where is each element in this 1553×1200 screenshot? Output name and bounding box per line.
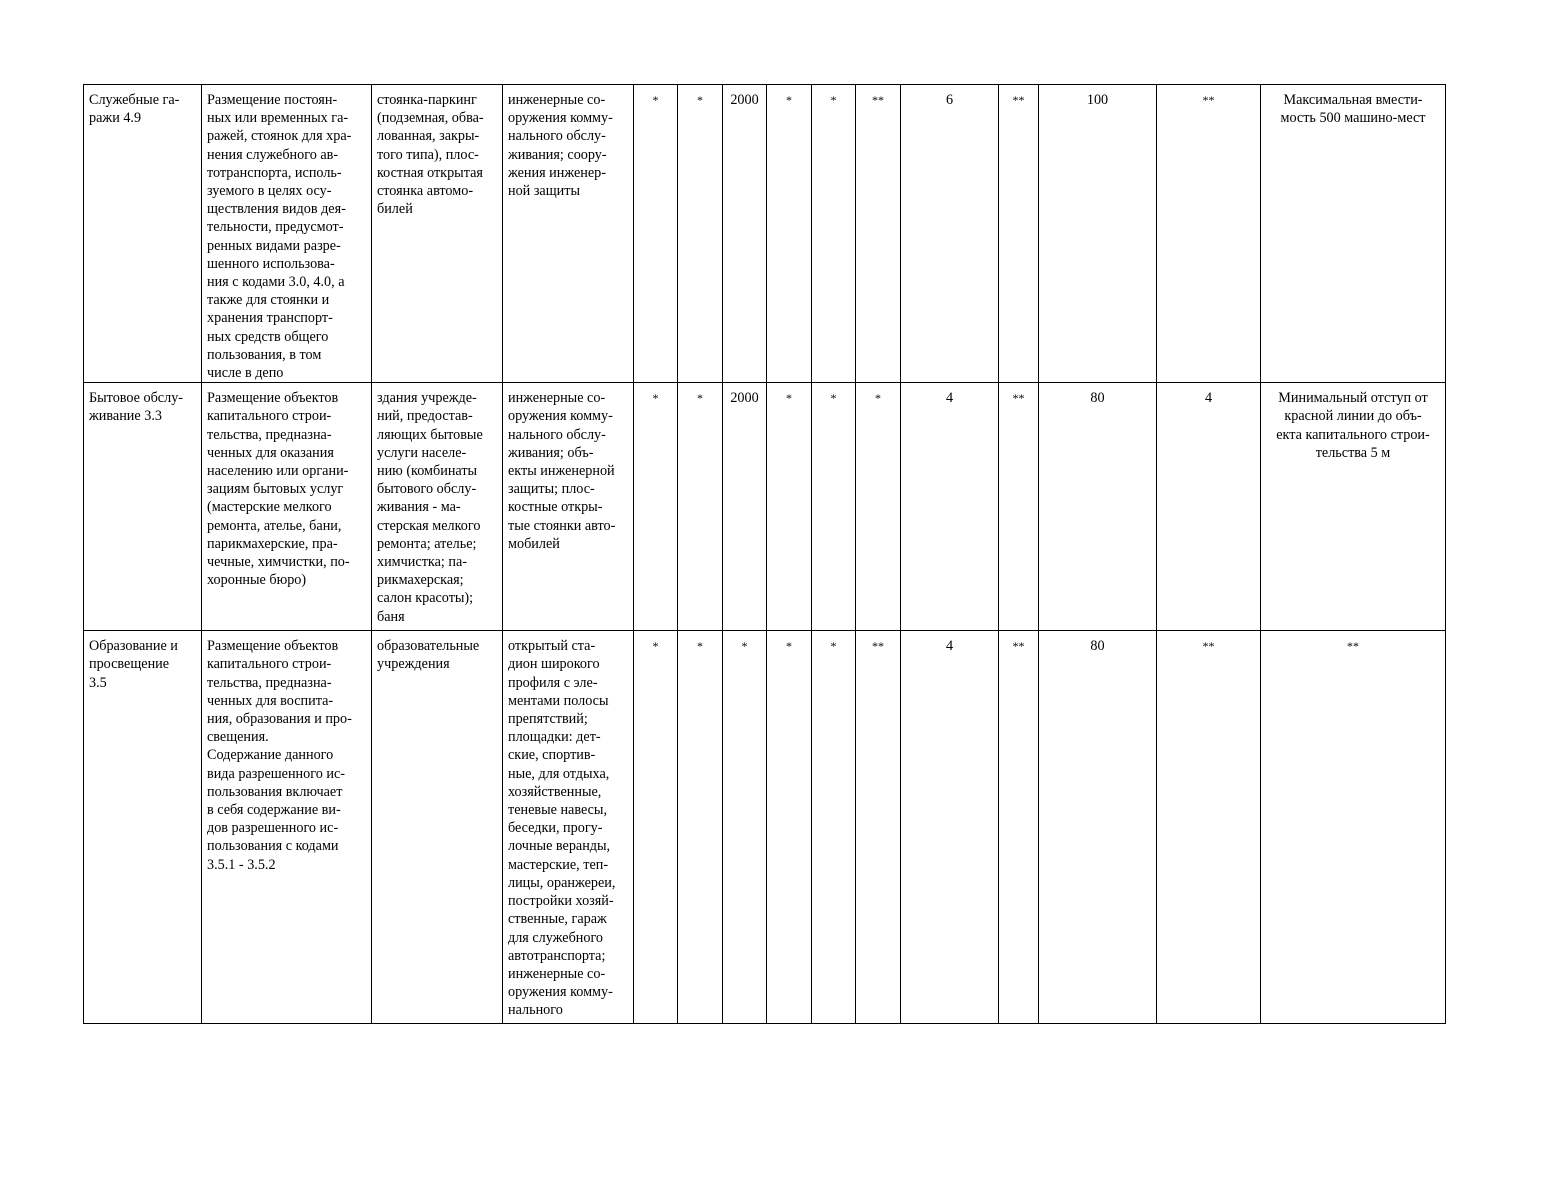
main-objects: здания учрежде- ний, предостав- ляющих бытовые услуги населе- нию (комбинаты бытового обслу- живания - ма- стерская мелкого ремонта; ателье; химчистка; па- рикмахерская; салон красоты); баня [372,383,503,631]
param-cell: * [767,85,812,383]
use-type-description: Размещение объектов капитального строи- тельства, предназна- ченных для оказания населению или органи- зациям бытовых услуг (мастерские мелкого ремонта, ателье, бани, парикмахерские, пра- чечные, химчистки, по- хоронные бюро) [202,383,372,631]
use-type-name: Служебные га- ражи 4.9 [84,85,202,383]
param-cell: ** [856,631,901,1024]
table-row [84,383,1446,631]
param-cell: ** [999,631,1039,1024]
param-cell: 80 [1039,383,1157,631]
param-cell: * [634,631,678,1024]
main-objects: стоянка-паркинг (подземная, обва- лованная, закры- того типа), плос- костная открытая стоянка автомо- билей [372,85,503,383]
param-cell: * [634,383,678,631]
param-cell: * [767,631,812,1024]
param-cell: ** [856,85,901,383]
param-cell: ** [1157,631,1261,1024]
param-cell: * [723,631,767,1024]
note-cell: Минимальный отступ от красной линии до объ- екта капитального строи- тельства 5 м [1261,383,1446,631]
param-cell: 100 [1039,85,1157,383]
param-cell: 2000 [723,85,767,383]
auxiliary-objects: открытый ста- дион широкого профиля с эле- ментами полосы препятствий; площадки: дет- ские, спортив- ные, для отдыха, хозяйственные, теневые навесы, беседки, прогу- лочные веранды, мастерские, теп- лицы, оранжереи, постройки хозяй- ственные, гараж для служебного автотранспорта; инженерные со- оружения комму- нального [503,631,634,1024]
param-cell: 6 [901,85,999,383]
param-cell: * [767,383,812,631]
table-row [84,631,1446,1024]
use-type-name: Образование и просвещение 3.5 [84,631,202,1024]
param-cell: * [812,85,856,383]
note-cell: ** [1261,631,1446,1024]
param-cell: ** [1157,85,1261,383]
param-cell: 4 [901,383,999,631]
param-cell: * [678,383,723,631]
param-cell: 4 [901,631,999,1024]
table-row [84,85,1446,383]
param-cell: * [678,631,723,1024]
param-cell: * [678,85,723,383]
param-cell: 4 [1157,383,1261,631]
note-cell: Максимальная вмести- мость 500 машино-мест [1261,85,1446,383]
auxiliary-objects: инженерные со- оружения комму- нального обслу- живания; объ- екты инженерной защиты; плос- костные откры- тые стоянки авто- мобилей [503,383,634,631]
param-cell: ** [999,85,1039,383]
param-cell: * [812,383,856,631]
param-cell: * [634,85,678,383]
param-cell: * [812,631,856,1024]
use-type-description: Размещение объектов капитального строи- тельства, предназна- ченных для воспита- ния, образования и про- свещения. Содержание данного вида разрешенного ис- пользования включает в себя содержание ви- дов разрешенного ис- пользования с кодами 3.5.1 - 3.5.2 [202,631,372,1024]
param-cell: 2000 [723,383,767,631]
param-cell: ** [999,383,1039,631]
use-type-description: Размещение постоян- ных или временных га- ражей, стоянок для хра- нения служебного ав- тотранспорта, исполь- зуемого в целях осу- ществления видов дея- тельности, предусмот- ренных видами разре- шенного использова- ния с кодами 3.0, 4.0, а также для стоянки и хранения транспорт- ных средств общего пользования, в том числе в депо [202,85,372,383]
use-type-name: Бытовое обслу- живание 3.3 [84,383,202,631]
param-cell: 80 [1039,631,1157,1024]
regulations-table [83,84,1446,1024]
param-cell: * [856,383,901,631]
main-objects: образовательные учреждения [372,631,503,1024]
auxiliary-objects: инженерные со- оружения комму- нального обслу- живания; соору- жения инженер- ной защиты [503,85,634,383]
